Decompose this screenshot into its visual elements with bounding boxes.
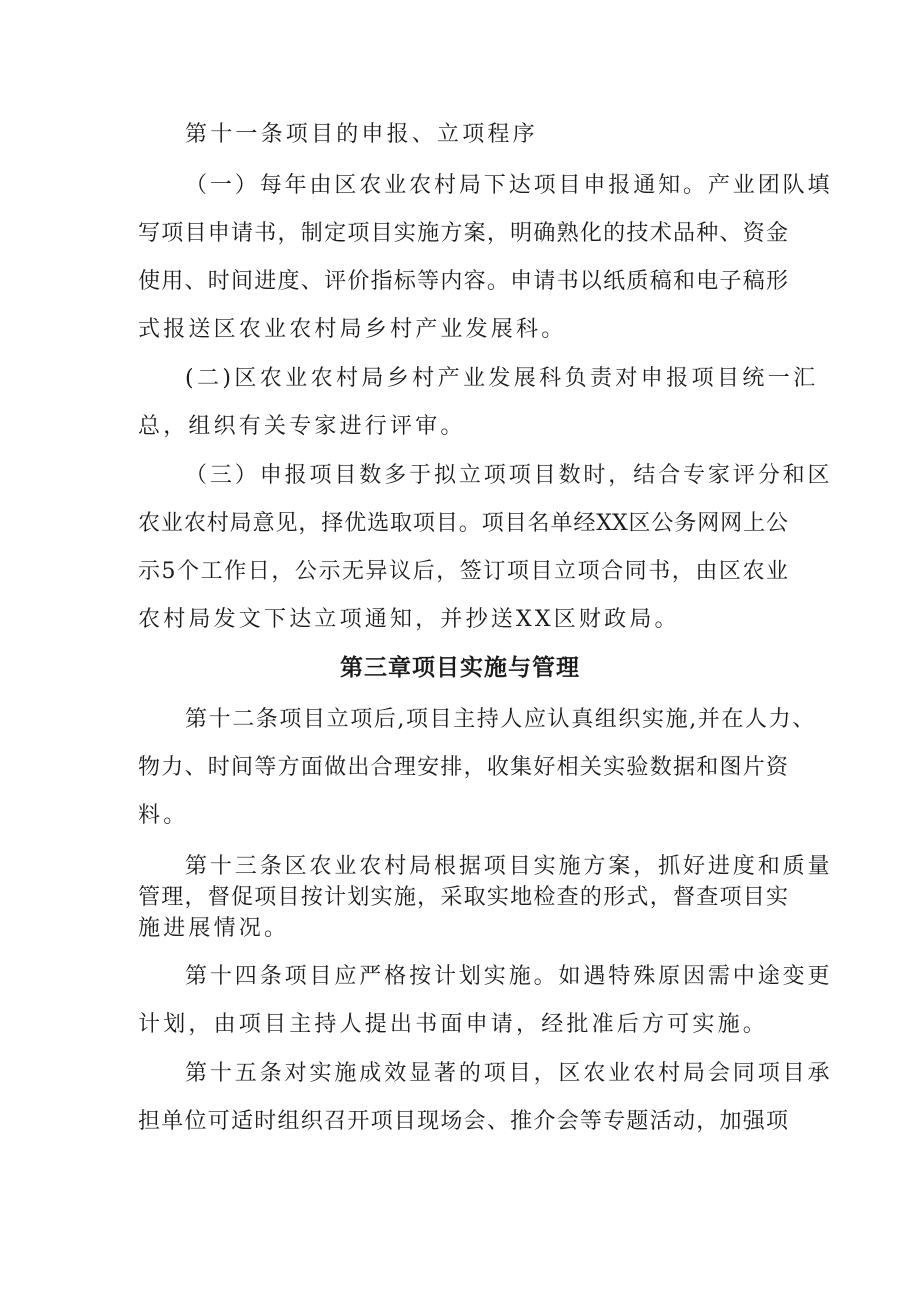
- article-11-item-3-line-2: 农业农村局意见，择优选取项目。项目名单经XX区公务网网上公: [138, 511, 788, 536]
- article-11-item-1-line-1: （一）每年由区农业农村局下达项目申报通知。产业团队填: [185, 173, 833, 198]
- article-15-line-1: 第十五条对实施成效显著的项目，区农业农村局会同项目承: [185, 1061, 833, 1086]
- article-13-line-1: 第十三条区农业农村局根据项目实施方案，抓好进度和质量: [185, 854, 833, 879]
- article-11-item-3-line-3: 示5个工作日，公示无异议后，签订项目立项合同书，由区农业: [138, 559, 788, 584]
- article-11-item-2-line-2: 总，组织有关专家进行评审。: [138, 414, 466, 439]
- article-14-line-2: 计划，由项目主持人提出书面申请，经批准后方可实施。: [138, 1012, 769, 1037]
- article-15-line-2: 担单位可适时组织召开项目现场会、推介会等专题活动，加强项: [138, 1109, 788, 1134]
- article-11-item-2-line-1: (二)区农业农村局乡村产业发展科负责对申报项目统一汇: [185, 366, 819, 391]
- article-11-item-1-line-3: 使用、时间进度、评价指标等内容。申请书以纸质稿和电子稿形: [138, 269, 788, 294]
- article-13-line-2: 管理，督促项目按计划实施，采取实地检查的形式，督查项目实: [138, 885, 788, 910]
- article-11-item-1-line-4: 式报送区农业农村局乡村产业发展科。: [138, 317, 567, 342]
- article-12-line-3: 料。: [138, 803, 189, 828]
- article-12-line-2: 物力、时间等方面做出合理安排，收集好相关实验数据和图片资: [138, 755, 788, 780]
- article-11-title: 第十一条项目的申报、立项程序: [185, 122, 538, 147]
- article-11-item-3-line-4: 农村局发文下达立项通知，并抄送XX区财政局。: [138, 607, 680, 632]
- article-12-line-1: 第十二条项目立项后,项目主持人应认真组织实施,并在人力、: [185, 707, 816, 732]
- chapter-3-heading: 第三章项目实施与管理: [340, 655, 580, 681]
- article-11-item-3-line-1: （三）申报项目数多于拟立项项目数时，结合专家评分和区: [185, 463, 833, 488]
- article-14-line-1: 第十四条项目应严格按计划实施。如遇特殊原因需中途变更: [185, 964, 833, 989]
- article-11-item-1-line-2: 写项目申请书，制定项目实施方案，明确熟化的技术品种、资金: [138, 221, 788, 246]
- article-13-line-3: 施进展情况。: [138, 916, 290, 941]
